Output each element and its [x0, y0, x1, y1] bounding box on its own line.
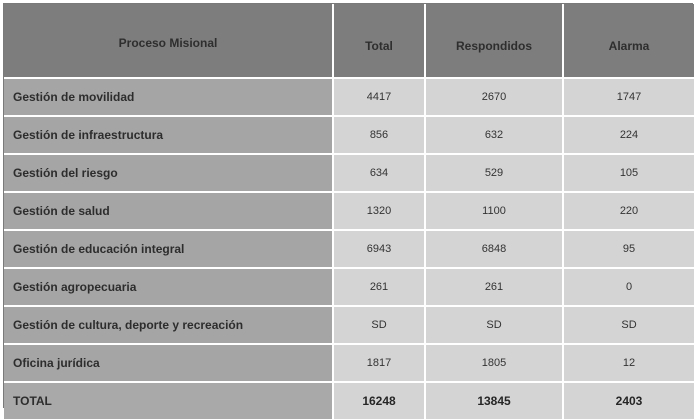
row-label: Gestión de educación integral	[4, 230, 333, 268]
table-row	[4, 154, 694, 192]
table-body	[4, 78, 694, 419]
cell-respondidos: 2670	[425, 78, 563, 116]
row-label: Gestión de movilidad	[4, 78, 333, 116]
cell-total: 6943	[333, 230, 425, 268]
row-label: Oficina jurídica	[4, 344, 333, 382]
cell-alarma: 220	[563, 192, 694, 230]
cell-alarma: 12	[563, 344, 694, 382]
header-alarma: Alarma	[563, 4, 694, 78]
cell-alarma: 95	[563, 230, 694, 268]
data-table-container	[3, 3, 693, 408]
total-alarma: 2403	[563, 382, 694, 419]
cell-alarma: 105	[563, 154, 694, 192]
table-header	[4, 4, 694, 78]
cell-alarma: SD	[563, 306, 694, 344]
header-row	[4, 4, 694, 78]
cell-total: 261	[333, 268, 425, 306]
table-row	[4, 306, 694, 344]
table-row	[4, 192, 694, 230]
header-respondidos: Respondidos	[425, 4, 563, 78]
table-row	[4, 230, 694, 268]
table-row	[4, 78, 694, 116]
proceso-misional-table	[4, 4, 694, 419]
cell-respondidos: SD	[425, 306, 563, 344]
cell-total: 1817	[333, 344, 425, 382]
cell-respondidos: 1805	[425, 344, 563, 382]
table-row	[4, 116, 694, 154]
cell-alarma: 1747	[563, 78, 694, 116]
cell-total: 4417	[333, 78, 425, 116]
cell-total: 634	[333, 154, 425, 192]
cell-respondidos: 632	[425, 116, 563, 154]
cell-alarma: 224	[563, 116, 694, 154]
row-label: Gestión del riesgo	[4, 154, 333, 192]
cell-total: 856	[333, 116, 425, 154]
row-label: Gestión de infraestructura	[4, 116, 333, 154]
cell-respondidos: 529	[425, 154, 563, 192]
cell-respondidos: 1100	[425, 192, 563, 230]
cell-alarma: 0	[563, 268, 694, 306]
cell-respondidos: 6848	[425, 230, 563, 268]
header-proceso-misional: Proceso Misional	[4, 4, 333, 78]
cell-total: SD	[333, 306, 425, 344]
total-respondidos: 13845	[425, 382, 563, 419]
table-row	[4, 268, 694, 306]
row-label: Gestión de salud	[4, 192, 333, 230]
row-label: Gestión de cultura, deporte y recreación	[4, 306, 333, 344]
header-total: Total	[333, 4, 425, 78]
table-row	[4, 344, 694, 382]
cell-respondidos: 261	[425, 268, 563, 306]
total-total: 16248	[333, 382, 425, 419]
total-label: TOTAL	[4, 382, 333, 419]
total-row	[4, 382, 694, 419]
cell-total: 1320	[333, 192, 425, 230]
row-label: Gestión agropecuaria	[4, 268, 333, 306]
